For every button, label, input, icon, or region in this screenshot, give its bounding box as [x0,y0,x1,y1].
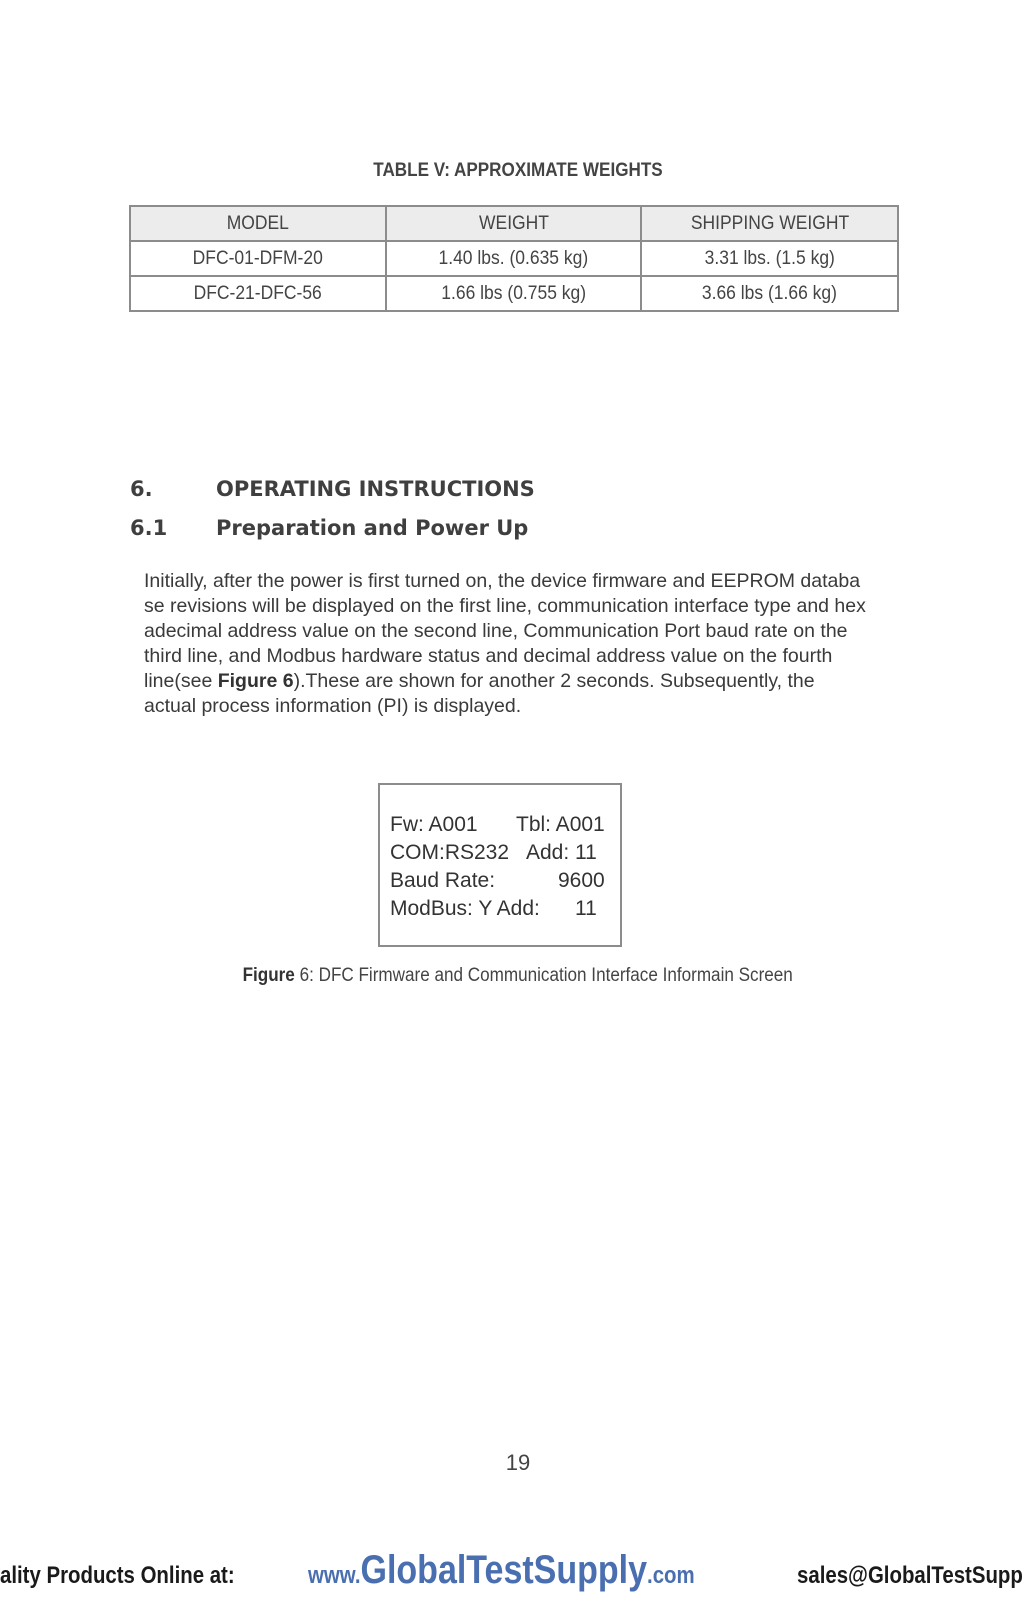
footer-website-link[interactable]: www.GlobalTestSupply.com [308,1548,695,1592]
page-number: 19 [505,1450,531,1475]
table-header-row [130,206,898,241]
footer-email-link[interactable]: sales@GlobalTestSupp [797,1562,1023,1589]
caption-label: Figure [242,965,296,986]
paragraph-line: third line, and Modbus hardware status and decimal address value on the fourth [144,645,833,667]
header-model: MODEL [130,206,386,241]
figure-reference: Figure 6 [217,670,294,692]
section-6-title: OPERATING INSTRUCTIONS [216,477,535,501]
cell-shipping-weight: 3.31 lbs. (1.5 kg) [641,241,898,276]
header-weight: WEIGHT [386,206,642,241]
paragraph-line: adecimal address value on the second line, Communication Port baud rate on the [144,620,848,642]
cell-shipping-weight: 3.66 lbs (1.66 kg) [641,276,898,311]
table-row [130,241,898,276]
cell-weight: 1.40 lbs. (0.635 kg) [386,241,642,276]
body-paragraph [144,569,914,719]
cell-weight: 1.66 lbs (0.755 kg) [386,276,642,311]
table-title: TABLE V: APPROXIMATE WEIGHTS [373,160,663,181]
paragraph-line: line(see Figure 6).These are shown for another 2 seconds. Subsequently, the [144,670,815,692]
section-6-1-number: 6.1 [130,516,168,540]
paragraph-line: se revisions will be displayed on the first line, communication interface type and hex [144,595,866,617]
header-shipping-weight: SHIPPING WEIGHT [641,206,898,241]
paragraph-line: Initially, after the power is first turned on, the device firmware and EEPROM databa [144,570,861,592]
caption-text: 6: DFC Firmware and Communication Interface Informain Screen [295,965,794,986]
weights-table [129,205,899,312]
figure-caption [0,965,1036,987]
cell-model: DFC-21-DFC-56 [130,276,386,311]
paragraph-line: actual process information (PI) is displayed. [144,695,522,717]
cell-model: DFC-01-DFM-20 [130,241,386,276]
section-6-1-title: Preparation and Power Up [216,516,529,540]
section-6-number: 6. [130,477,153,501]
table-row [130,276,898,311]
footer-left-text: ality Products Online at: [0,1562,235,1589]
lcd-display-figure: Fw: A001 Tbl: A001 COM:RS232 Add: 11 Baud Rate: 9600 ModBus: Y Add: 11 [378,783,622,947]
